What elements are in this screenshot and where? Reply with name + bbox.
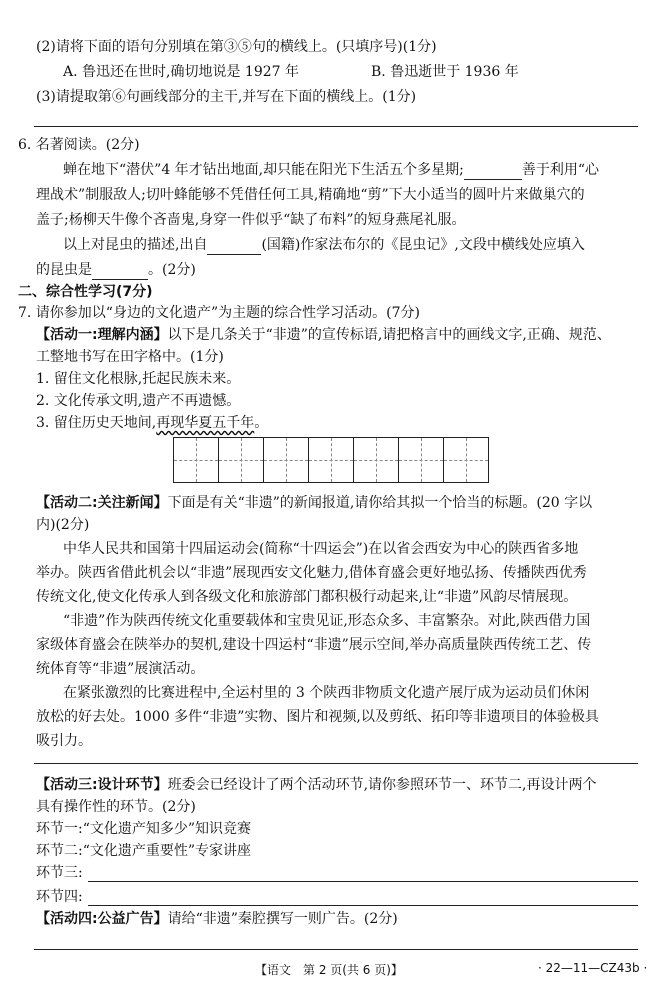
q5-option-a: A. 鲁迅还在世时,确切地说是 1927 年 xyxy=(63,64,299,80)
news-line: 在紧张激烈的比赛进程中,全运村里的 3 个陕西非物质文化遗产展厅成为运动员们休闲 xyxy=(63,685,590,701)
grid-cell[interactable] xyxy=(218,437,264,483)
q6-text: 以上对昆虫的描述,出自 xyxy=(63,237,208,253)
tianzige-grid xyxy=(173,437,649,483)
q6-text: 。(2分) xyxy=(148,262,196,278)
activity-3-text: 班委会已经设计了两个活动环节,请你参照环节一、环节二,再设计两个 xyxy=(167,777,597,793)
q5-answer-line[interactable] xyxy=(34,126,638,127)
step-3-label: 环节三: xyxy=(36,865,83,881)
news-line: “非遗”作为陕西传统文化重要载体和宝贵见证,形态众多、丰富繁杂。对此,陕西借力国 xyxy=(63,613,591,629)
q6-title: 6. 名著阅读。(2分) xyxy=(18,137,140,153)
activity-4-label: 【活动四:公益广告】 xyxy=(36,911,168,927)
activity-3-label: 【活动三:设计环节】 xyxy=(36,777,168,793)
slogan-3-text: 3. 留住历史天地间, xyxy=(36,415,157,431)
activity-2-text: 下面是有关“非遗”的新闻报道,请你给其拟一个恰当的标题。(20 字以 xyxy=(167,495,593,511)
q6-text: 的昆虫是 xyxy=(36,262,92,278)
activity-1-label: 【活动一:理解内涵】 xyxy=(36,327,168,343)
q5-option-b: B. 鲁迅逝世于 1936 年 xyxy=(371,64,519,80)
q6-para1-line2: 理战术”制服敌人;切叶蜂能够不凭借任何工具,精确地“剪”下大小适当的圆叶片来做巢穴的 xyxy=(36,187,585,203)
q6-blank-nationality[interactable] xyxy=(207,254,261,255)
slogan-3 xyxy=(36,413,268,433)
grid-cell[interactable] xyxy=(353,437,399,483)
q5-sub3: (3)请提取第⑥句画线部分的主干,并写在下面的横线上。(1分) xyxy=(36,89,417,105)
slogan-3-end: 。 xyxy=(254,415,269,431)
grid-cell[interactable] xyxy=(308,437,354,483)
activity-2-line1 xyxy=(36,493,592,513)
grid-cell[interactable] xyxy=(443,437,489,483)
footer-code: · 22—11—CZ43b · xyxy=(538,961,648,975)
grid-cell[interactable] xyxy=(173,437,219,483)
activity-1-line2: 工整地书写在田字格中。(1分) xyxy=(36,349,224,365)
slogan-2: 2. 文化传承文明,遗产不再遗憾。 xyxy=(36,393,241,409)
section-2-heading: 二、综合性学习(7分) xyxy=(18,284,153,300)
activity-4-text: 请给“非遗”秦腔撰写一则广告。(2分) xyxy=(167,911,398,927)
q6-blank-1[interactable] xyxy=(464,179,522,180)
q6-text: 蝉在地下“潜伏”4 年才钻出地面,却只能在阳光下生活五个多星期; xyxy=(63,162,464,178)
activity-4-line xyxy=(36,909,398,929)
step-2: 环节二:“文化遗产重要性”专家讲座 xyxy=(36,843,252,859)
news-line: 举办。陕西省借此机会以“非遗”展现西安文化魅力,借体育盛会更好地弘扬、传播陕西优秀 xyxy=(36,565,587,581)
news-line: 家级体育盛会在陕举办的契机,建设十四运村“非遗”展示空间,举办高质量陕西传统工艺、传 xyxy=(36,637,592,653)
activity-3-line2: 具有操作性的环节。(2分) xyxy=(36,799,196,815)
q6-para1-line3: 盖子;杨柳天牛像个吝啬鬼,身穿一件似乎“缺了布料”的短身燕尾礼服。 xyxy=(36,212,466,228)
news-line: 传统文化,使文化传承人到各级文化和旅游部门都积极行动起来,让“非遗”风韵尽情展现。 xyxy=(36,589,578,605)
step-1: 环节一:“文化遗产知多少”知识竞赛 xyxy=(36,821,252,837)
step-4-answer-line[interactable] xyxy=(88,905,638,906)
q6-blank-insect[interactable] xyxy=(92,279,148,280)
step-4-label: 环节四: xyxy=(36,889,83,905)
activity-1-line1 xyxy=(36,325,611,345)
activity-1-text: 以下是几条关于“非遗”的宣传标语,请把格言中的画线文字,正确、规范、 xyxy=(167,327,611,343)
activity-4-answer-line[interactable] xyxy=(34,949,638,950)
slogan-3-underlined: 再现华夏五千年 xyxy=(156,415,255,431)
step-3-answer-line[interactable] xyxy=(88,881,638,882)
news-line: 统体育等“非遗”展演活动。 xyxy=(36,661,205,677)
q6-para1-line1 xyxy=(63,160,599,180)
activity-2-answer-line[interactable] xyxy=(34,763,638,764)
q6-para2-line2 xyxy=(36,260,196,280)
activity-2-line2: 内)(2分) xyxy=(36,517,90,533)
grid-cell[interactable] xyxy=(263,437,309,483)
news-line: 中华人民共和国第十四届运动会(简称“十四运会”)在以省会西安为中心的陕西省多地 xyxy=(63,541,579,557)
activity-2-label: 【活动二:关注新闻】 xyxy=(36,495,168,511)
grid-cell[interactable] xyxy=(398,437,444,483)
news-line: 吸引力。 xyxy=(36,733,92,749)
footer-page-info: 【语文 第 2 页(共 6 页)】 xyxy=(255,963,403,977)
activity-3-line1 xyxy=(36,775,597,795)
q5-sub2: (2)请将下面的语句分别填在第③⑤句的横线上。(只填序号)(1分) xyxy=(36,39,437,55)
news-line: 放松的好去处。1000 多件“非遗”实物、图片和视频,以及剪纸、拓印等非遗项目的体验极具 xyxy=(36,709,599,725)
q6-text: (国籍)作家法布尔的《昆虫记》,文段中横线处应填入 xyxy=(261,237,585,253)
q7-title: 7. 请你参加以“身边的文化遗产”为主题的综合性学习活动。(7分) xyxy=(18,305,420,321)
q6-para2-line1 xyxy=(63,235,585,255)
q6-text: 善于利用“心 xyxy=(521,162,600,178)
slogan-1: 1. 留住文化根脉,托起民族未来。 xyxy=(36,371,241,387)
